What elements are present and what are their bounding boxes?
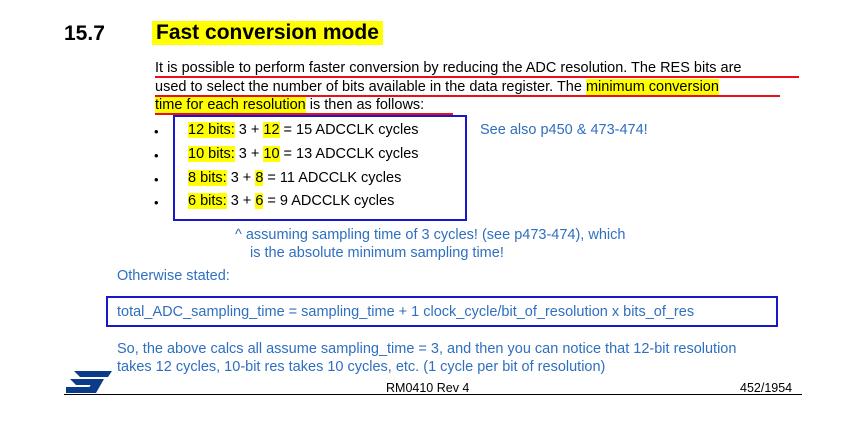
- resolution-post: = 13 ADCCLK cycles: [279, 146, 419, 162]
- resolution-num: 10: [263, 146, 280, 162]
- bullet: •: [154, 148, 159, 163]
- section-number: 15.7: [64, 22, 105, 45]
- section-title: Fast conversion mode: [152, 21, 383, 45]
- otherwise-stated-label: Otherwise stated:: [117, 268, 230, 284]
- paragraph-line-3-text: is then as follows:: [305, 97, 425, 113]
- resolution-pre: 3 +: [234, 122, 264, 138]
- resolution-post: = 15 ADCCLK cycles: [279, 122, 419, 138]
- resolution-label: 6 bits:: [188, 193, 227, 209]
- resolution-item-12: [188, 122, 419, 138]
- resolution-post: = 11 ADCCLK cycles: [263, 170, 402, 186]
- paragraph-line-3: [155, 97, 424, 113]
- summary-line-2: takes 12 cycles, 10-bit res takes 10 cycles, etc. (1 cycle per bit of resolution): [117, 359, 606, 375]
- highlight-time-for-each-resolution: time for each resolution: [155, 97, 306, 113]
- resolution-pre: 3 +: [226, 170, 256, 186]
- resolution-label: 10 bits:: [188, 146, 235, 162]
- paragraph-line-2: [155, 79, 719, 95]
- st-logo-icon: [66, 371, 112, 393]
- paragraph-line-1: It is possible to perform faster conversion by reducing the ADC resolution. The RES bits are: [155, 60, 742, 76]
- bullet: •: [154, 195, 159, 210]
- bullet: •: [154, 172, 159, 187]
- resolution-num: 8: [255, 170, 264, 186]
- resolution-post: = 9 ADCCLK cycles: [263, 193, 395, 209]
- summary-line-1: So, the above calcs all assume sampling_time = 3, and then you can notice that 12-bit resolution: [117, 341, 737, 357]
- resolution-num: 6: [255, 193, 264, 209]
- highlight-minimum-conversion: minimum conversion: [585, 79, 719, 95]
- resolution-num: 12: [263, 122, 280, 138]
- resolution-item-8: [188, 170, 401, 186]
- resolution-item-10: [188, 146, 419, 162]
- assumption-note-line-2: is the absolute minimum sampling time!: [250, 245, 504, 261]
- resolution-item-6: [188, 193, 394, 209]
- footer-page-number: 452/1954: [740, 381, 793, 395]
- resolution-pre: 3 +: [234, 146, 264, 162]
- resolution-pre: 3 +: [226, 193, 256, 209]
- footer-doc-id: RM0410 Rev 4: [386, 381, 470, 395]
- formula-text: total_ADC_sampling_time = sampling_time + 1 clock_cycle/bit_of_resolution x bits_of_res: [117, 304, 695, 320]
- resolution-label: 8 bits:: [188, 170, 227, 186]
- assumption-note-line-1: ^ assuming sampling time of 3 cycles! (see p473-474), which: [235, 227, 626, 243]
- see-also-note: See also p450 & 473-474!: [480, 122, 648, 138]
- resolution-label: 12 bits:: [188, 122, 235, 138]
- bullet: •: [154, 124, 159, 139]
- paragraph-line-2-text: used to select the number of bits available in the data register. The: [155, 79, 586, 95]
- red-underline-1: [155, 76, 799, 78]
